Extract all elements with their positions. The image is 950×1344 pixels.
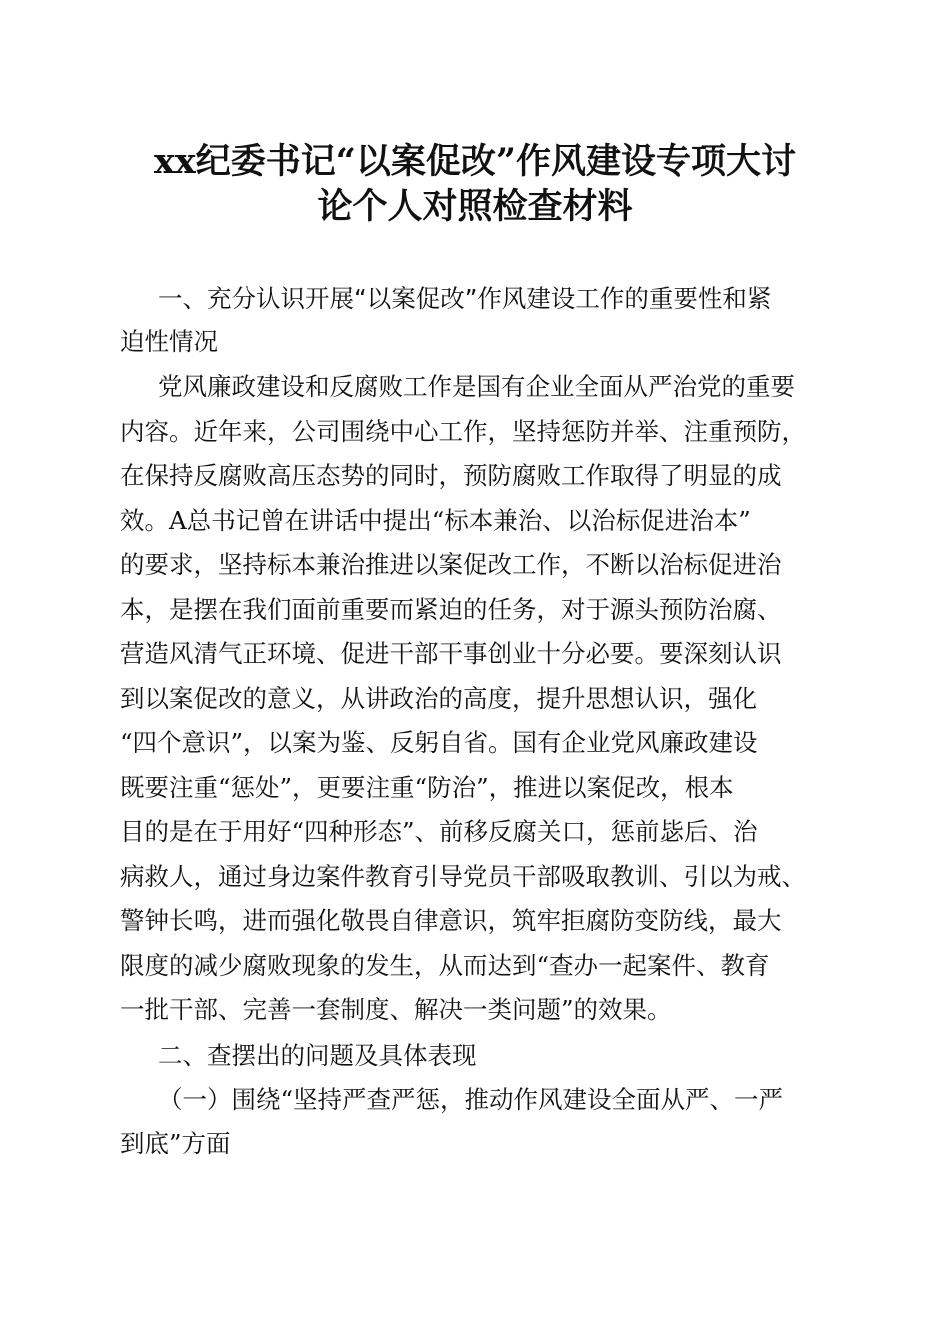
section1-paragraph-line: 内容。近年来，公司围绕中心工作，坚持惩防并举、注重预防，	[120, 417, 806, 446]
section2-subheading-line-2: 到底”方面	[120, 1129, 231, 1158]
document-title-line-1: xx纪委书记“以案促改”作风建设专项大讨	[154, 141, 796, 182]
document-title-line-2: 论个人对照检查材料	[317, 186, 633, 227]
section1-heading-line-2: 迫性情况	[120, 327, 218, 356]
section2-subheading-line-1: （一）围绕“坚持严查严惩，推动作风建设全面从严、一严	[158, 1085, 784, 1114]
section2-heading: 二、查摆出的问题及具体表现	[158, 1041, 477, 1070]
section1-paragraph-line: 的要求，坚持标本兼治推进以案促改工作，不断以治标促进治	[120, 550, 782, 579]
section1-paragraph-line: 党风廉政建设和反腐败工作是国有企业全面从严治党的重要	[158, 372, 795, 401]
section1-paragraph-line: 限度的减少腐败现象的发生，从而达到“查办一起案件、教育	[120, 951, 770, 980]
section1-paragraph-line: 既要注重“惩处”，更要注重“防治”，推进以案促改，根本	[120, 773, 734, 802]
section1-paragraph-line: 一批干部、完善一套制度、解决一类问题”的效果。	[120, 995, 672, 1024]
section1-paragraph-line: 目的是在于用好“四种形态”、前移反腐关口，惩前毖后、治	[120, 817, 758, 846]
section1-paragraph-line: 营造风清气正环境、促进干部干事创业十分必要。要深刻认识	[120, 639, 782, 668]
section1-heading-line-1: 一、充分认识开展“以案促改”作风建设工作的重要性和紧	[158, 284, 772, 313]
section1-paragraph-line: 到以案促改的意义，从讲政治的高度，提升思想认识，强化	[120, 684, 757, 713]
section1-paragraph-line: 在保持反腐败高压态势的同时，预防腐败工作取得了明显的成	[120, 461, 782, 490]
section1-paragraph-line: 本，是摆在我们面前重要而紧迫的任务，对于源头预防治腐、	[120, 595, 782, 624]
section1-paragraph-line: 病救人，通过身边案件教育引导党员干部吸取教训、引以为戒、	[120, 862, 806, 891]
section1-paragraph-line: 效。A总书记曾在讲话中提出“标本兼治、以治标促进治本”	[120, 506, 751, 535]
section1-paragraph-line: 警钟长鸣，进而强化敬畏自律意识，筑牢拒腐防变防线，最大	[120, 906, 782, 935]
section1-paragraph-line: “四个意识”，以案为鉴、反躬自省。国有企业党风廉政建设	[120, 728, 758, 757]
